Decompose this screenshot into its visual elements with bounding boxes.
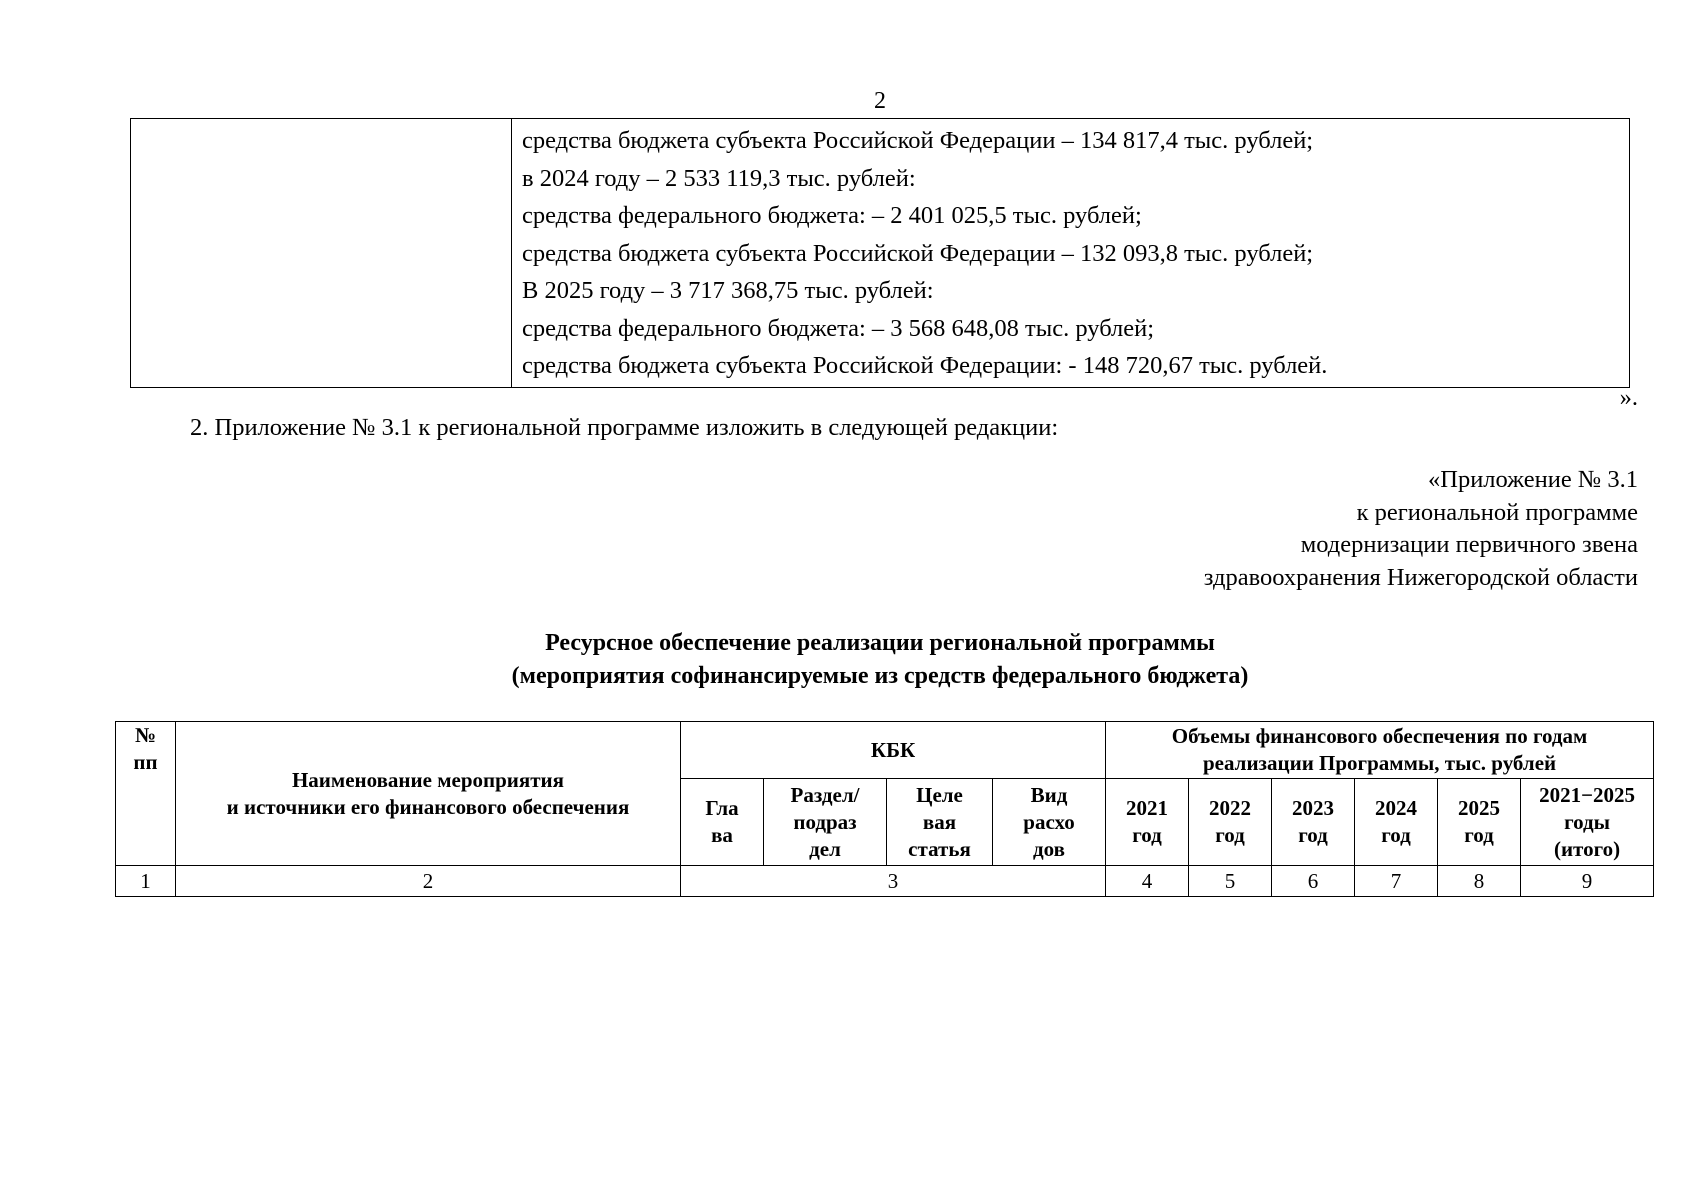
budget-lines-cell	[512, 119, 1630, 388]
header-razdel: Раздел/ подраз дел	[764, 779, 887, 866]
appendix-line: здравоохранения Нижегородской области	[1203, 563, 1638, 591]
header-number: № пп	[116, 722, 176, 866]
header-expense-type: Вид расхо дов	[993, 779, 1106, 866]
budget-line: В 2025 году – 3 717 368,75 тыс. рублей:	[522, 277, 934, 304]
table-title	[0, 627, 1697, 693]
header-name: Наименование мероприятия и источники его финансового обеспечения	[176, 722, 681, 866]
appendix-line: «Приложение № 3.1	[1428, 466, 1638, 493]
header-year-2021: 2021 год	[1106, 779, 1189, 866]
column-number: 5	[1189, 866, 1272, 897]
header-year-2025: 2025 год	[1438, 779, 1521, 866]
header-year-2024: 2024 год	[1355, 779, 1438, 866]
page-number: 2	[874, 88, 886, 114]
column-number: 8	[1438, 866, 1521, 897]
header-year-2023: 2023 год	[1272, 779, 1355, 866]
column-number: 9	[1521, 866, 1654, 897]
header-kbk: КБК	[681, 722, 1106, 779]
appendix-line: модернизации первичного звена	[1300, 531, 1638, 558]
column-number: 7	[1355, 866, 1438, 897]
header-year-2022: 2022 год	[1189, 779, 1272, 866]
empty-left-cell	[131, 119, 512, 388]
numbering-row	[116, 866, 1654, 897]
header-target-article: Целе вая статья	[887, 779, 993, 866]
table-title-line: Ресурсное обеспечение реализации региональной программы	[545, 630, 1215, 656]
budget-line: средства бюджета субъекта Российской Федерации: - 148 720,67 тыс. рублей.	[522, 352, 1328, 379]
item-paragraph: 2. Приложение № 3.1 к региональной программе изложить в следующей редакции:	[190, 414, 1059, 441]
appendix-line: к региональной программе	[1356, 498, 1638, 526]
column-number: 2	[176, 866, 681, 897]
table-title-subline: (мероприятия софинансируемые из средств федерального бюджета)	[511, 663, 1249, 689]
budget-line: средства бюджета субъекта Российской Федерации – 134 817,4 тыс. рублей;	[522, 127, 1314, 154]
budget-line: средства бюджета субъекта Российской Федерации – 132 093,8 тыс. рублей;	[522, 239, 1314, 267]
header-volumes: Объемы финансового обеспечения по годам реализации Программы, тыс. рублей	[1106, 722, 1654, 779]
column-number: 4	[1106, 866, 1189, 897]
header-total: 2021−2025 годы (итого)	[1521, 779, 1654, 866]
appendix-reference	[1204, 464, 1638, 594]
header-glava: Гла ва	[681, 779, 764, 866]
column-number: 6	[1272, 866, 1355, 897]
closing-quote: ».	[1619, 384, 1638, 411]
column-number: 1	[116, 866, 176, 897]
resources-table	[115, 721, 1654, 897]
budget-continuation-table	[130, 118, 1630, 388]
budget-line: средства федерального бюджета: – 3 568 648,08 тыс. рублей;	[522, 314, 1155, 342]
budget-line: средства федерального бюджета: – 2 401 025,5 тыс. рублей;	[522, 202, 1142, 229]
column-number: 3	[681, 866, 1106, 897]
budget-line: в 2024 году – 2 533 119,3 тыс. рублей:	[522, 164, 916, 192]
